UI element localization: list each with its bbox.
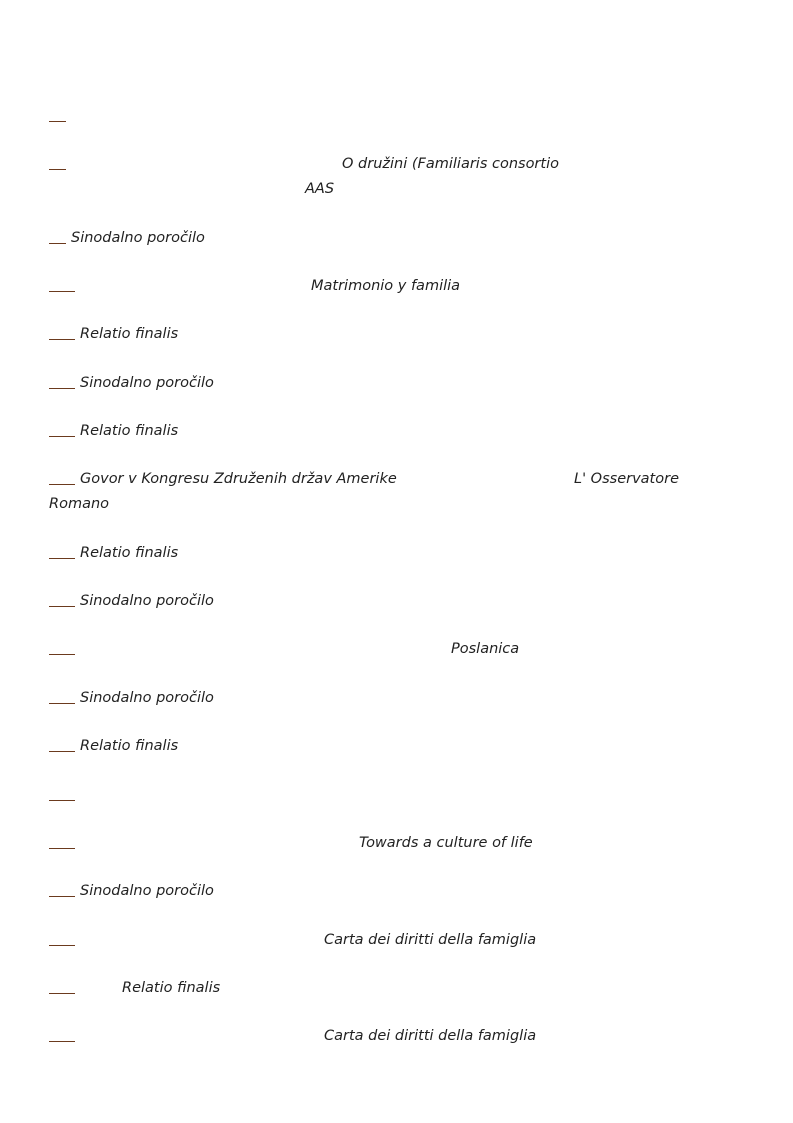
footnote-11 [49,637,75,661]
footnote-19 [49,1024,75,1048]
footnote-17 [49,928,75,952]
footnote-8-source: L' Osservatore [574,471,679,487]
footnote-marker [49,928,75,946]
footnote-16 [49,879,75,903]
footnote-5-title: Relatio finalis [80,326,179,342]
footnote-marker [49,637,75,655]
footnote-1 [49,104,66,128]
footnote-2 [49,152,66,176]
footnote-2-title: O družini (Familiaris consortio [342,156,559,172]
footnote-8-title: Govor v Kongresu Združenih držav Amerike [80,471,397,487]
footnote-marker [49,879,75,897]
footnote-marker [49,976,75,994]
footnote-18 [49,976,75,1000]
footnote-marker [49,274,75,292]
footnote-marker [49,104,66,122]
footnote-marker [49,783,75,801]
footnote-4 [49,274,75,298]
footnote-15-title: Towards a culture of life [359,835,533,851]
footnote-19-title: Carta dei diritti della famiglia [324,1028,537,1044]
footnote-marker [49,371,75,389]
footnote-marker [49,734,75,752]
footnote-7 [49,419,75,443]
footnote-2-source: AAS [305,181,335,197]
footnote-12-title: Sinodalno poročilo [80,690,214,706]
footnote-14 [49,783,75,807]
footnote-4-title: Matrimonio y familia [311,278,461,294]
footnote-marker [49,467,75,485]
footnote-18-title: Relatio finalis [122,980,221,996]
footnote-8-source-cont: Romano [49,496,110,512]
footnote-3 [49,226,66,250]
footnote-6 [49,371,75,395]
footnote-6-title: Sinodalno poročilo [80,375,214,391]
footnote-9 [49,541,75,565]
footnote-marker [49,589,75,607]
footnote-12 [49,686,75,710]
footnote-10 [49,589,75,613]
footnote-3-title: Sinodalno poročilo [71,230,205,246]
footnote-marker [49,152,66,170]
footnote-marker [49,226,66,244]
footnote-5 [49,322,75,346]
footnote-15 [49,831,75,855]
footnote-marker [49,322,75,340]
footnote-9-title: Relatio finalis [80,545,179,561]
footnote-13-title: Relatio finalis [80,738,179,754]
footnote-10-title: Sinodalno poročilo [80,593,214,609]
footnote-marker [49,419,75,437]
footnote-marker [49,686,75,704]
footnote-13 [49,734,75,758]
footnote-marker [49,541,75,559]
footnote-11-title: Poslanica [451,641,520,657]
footnote-8 [49,467,75,491]
footnote-7-title: Relatio finalis [80,423,179,439]
footnote-16-title: Sinodalno poročilo [80,883,214,899]
footnote-17-title: Carta dei diritti della famiglia [324,932,537,948]
footnote-marker [49,1024,75,1042]
footnote-marker [49,831,75,849]
